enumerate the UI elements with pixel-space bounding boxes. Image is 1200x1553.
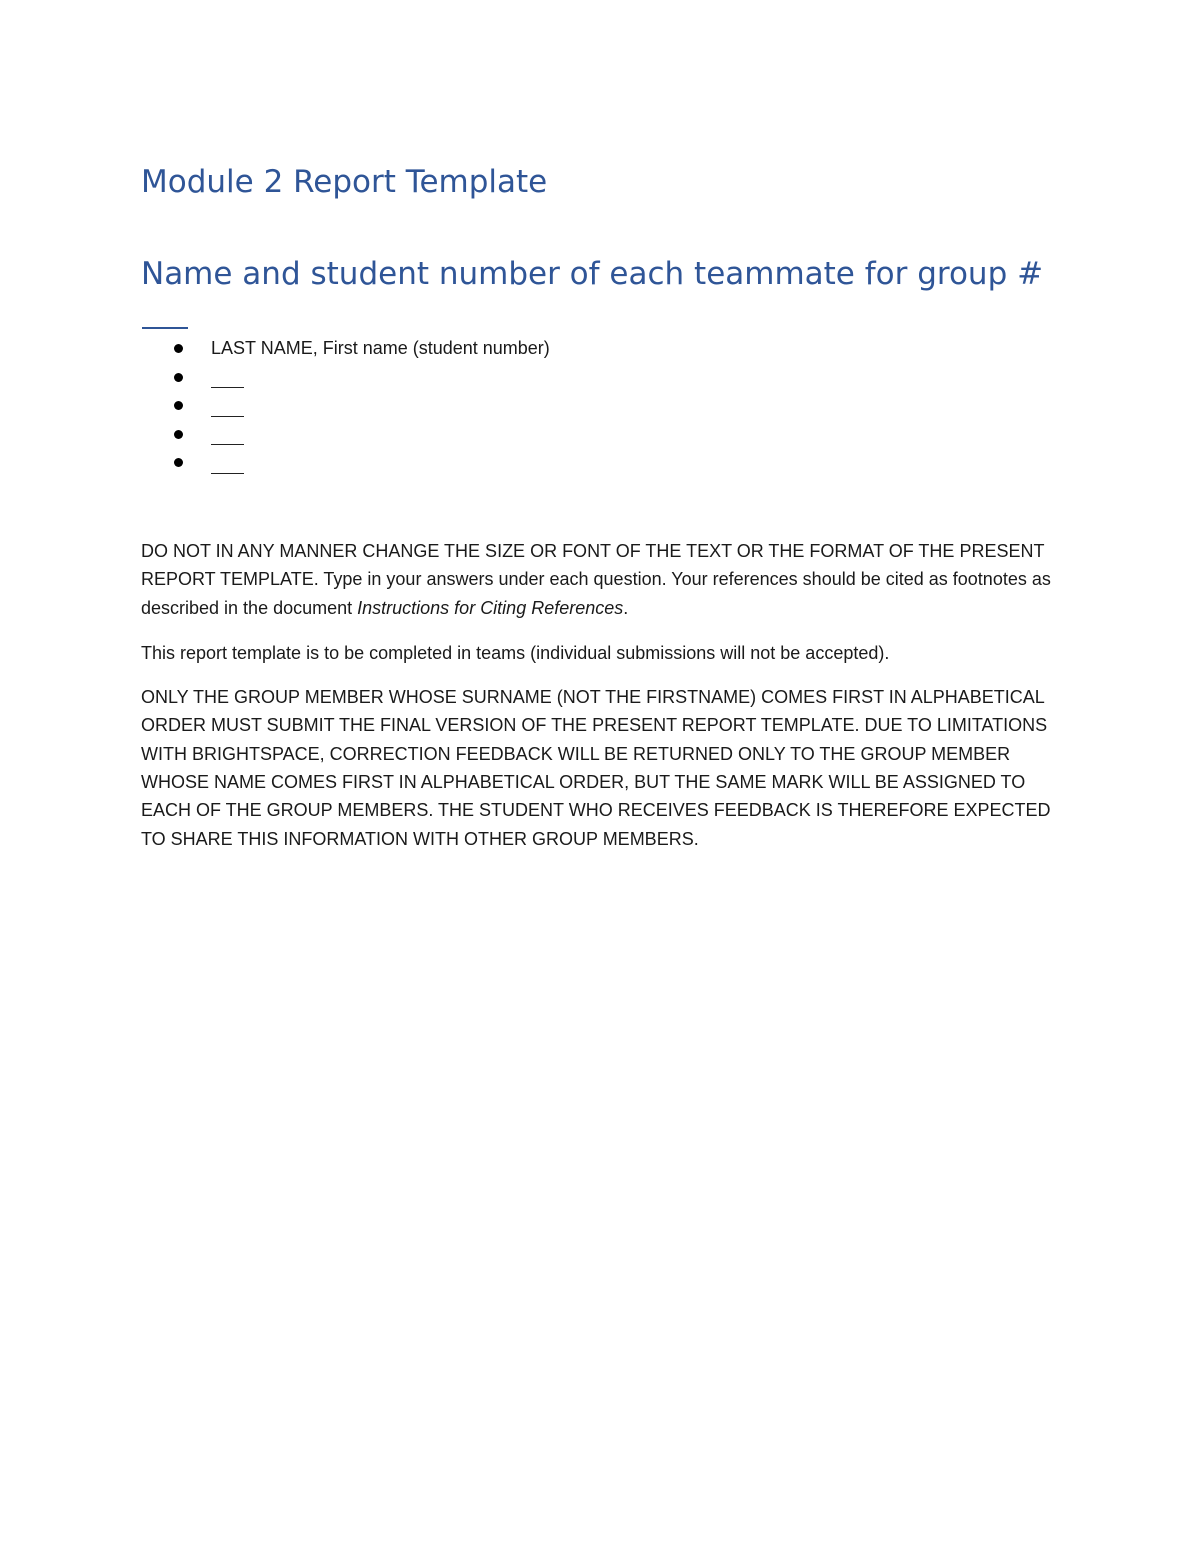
instructions-paragraph-format [141,537,1071,622]
instructions-body [141,537,1071,853]
instructions-paragraph-submission: ONLY THE GROUP MEMBER WHOSE SURNAME (NOT THE FIRSTNAME) COMES FIRST IN ALPHABETICAL ORDER MUST SUBMIT THE FINAL VERSION OF THE PRESENT REPORT TEMPLATE. DUE TO LIMITATIONS WITH BRIGHTSPACE, CORRECTION FEEDBACK WILL BE RETURNED ONLY TO THE GROUP MEMBER WHOSE NAME COMES FIRST IN ALPHABETICAL ORDER, BUT THE SAME MARK WILL BE ASSIGNED TO EACH OF THE GROUP MEMBERS. THE STUDENT WHO RECEIVES FEEDBACK IS THEREFORE EXPECTED TO SHARE THIS INFORMATION WITH OTHER GROUP MEMBERS. [141,687,1051,849]
instructions-paragraph-format-text: DO NOT IN ANY MANNER CHANGE THE SIZE OR FONT OF THE TEXT OR THE FORMAT OF THE PRESENT REPORT TEMPLATE. Type in your answers under each question. Your references should be cited as footnotes as described in the document [141,541,1051,618]
teammate-entry: LAST NAME, First name (student number) [211,338,550,358]
section-heading-teammates: Name and student number of each teammate for group # [141,256,1044,292]
instructions-paragraph-teams: This report template is to be completed in teams (individual submissions will not be accepted). [141,642,890,663]
teammate-list [141,334,550,477]
teammate-list-item [141,420,550,449]
bullet-icon [174,458,183,467]
instructions-paragraph-format-end: . [623,597,629,618]
group-number-blank [142,327,188,329]
teammate-list-item [141,363,550,392]
teammate-list-item [141,334,550,363]
bullet-icon [174,401,183,410]
teammate-list-item [141,391,550,420]
teammate-blank [211,424,244,445]
teammate-blank [211,453,244,474]
bullet-icon [174,430,183,439]
teammate-blank [211,396,244,417]
citing-references-document-title: Instructions for Citing References [357,597,624,618]
teammate-blank [211,367,244,388]
document-title: Module 2 Report Template [141,164,548,200]
bullet-icon [174,373,183,382]
bullet-icon [174,344,183,353]
teammate-list-item [141,448,550,477]
